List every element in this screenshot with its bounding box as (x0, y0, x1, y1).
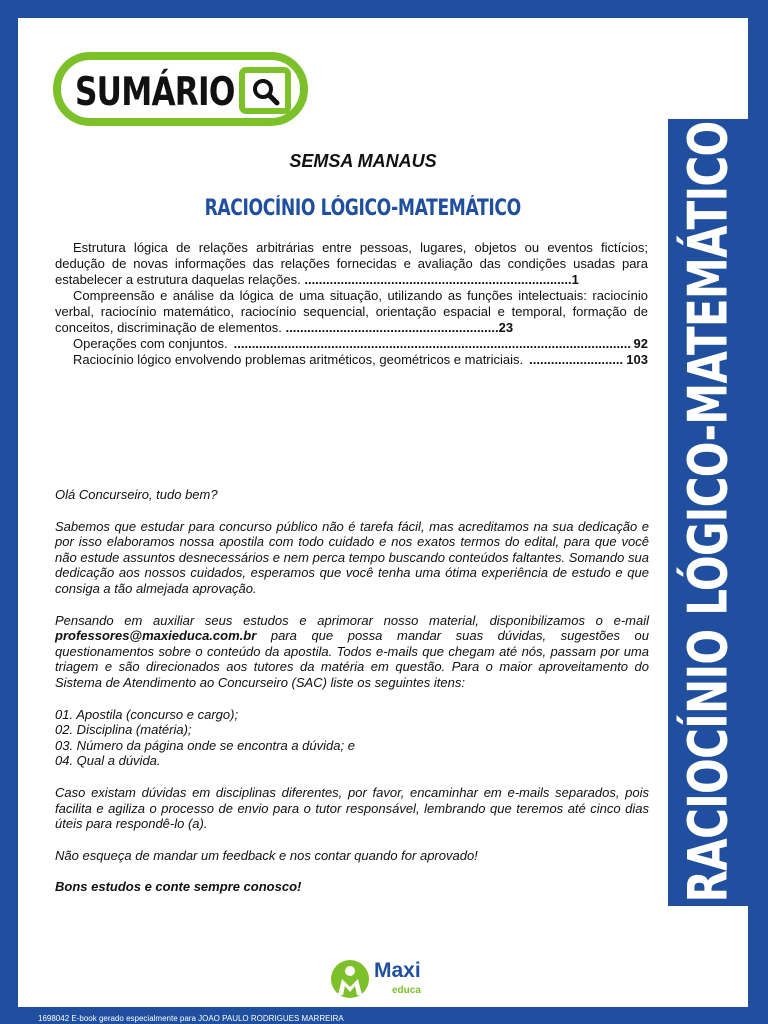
toc-entry-1-dots: .......................................................................... (304, 272, 572, 287)
toc-entry-3-page: 92 (633, 336, 648, 351)
table-of-contents (55, 240, 648, 368)
logo-search-box (239, 67, 291, 114)
letter-paragraph-2 (55, 613, 649, 691)
sidebar-title-text: RACIOCÍNIO LÓGICO-MATEMÁTICO (676, 121, 740, 903)
toc-entry-1[interactable] (55, 240, 648, 288)
doc-title: SEMSA MANAUS (289, 151, 437, 171)
letter-paragraph-1: Sabemos que estudar para concurso público não é tarefa fácil, mas acreditamos na sua dedicação e por isso elaboramos nossa apostila com todo cuidado e nos exatos termos do edital, para que você não estude assuntos desnecessários e nem perca tempo buscando conteúdos faltantes. Somando sua dedicação aos nossos cuidados, esperamos que você tenha uma ótima experiência de estudo e que consiga a tão almejada aprovação. (55, 518, 649, 596)
subject-title (18, 196, 708, 221)
sidebar-title (677, 18, 740, 1007)
toc-entry-4-text: Raciocínio lógico envolvendo problemas aritméticos, geométricos e matriciais. (73, 352, 524, 367)
list-item: 02. Disciplina (matéria); (55, 722, 192, 738)
toc-entry-1-text: Estrutura lógica de relações arbitrárias entre pessoas, lugares, objetos ou eventos fictícios; dedução de novas informações das relações fornecidas e avaliação das condições usadas para estabelecer a estrutura daquelas relações. (55, 240, 648, 287)
toc-entry-2-dots: ........................................................... (285, 320, 499, 335)
letter-paragraph-4: Não esqueça de mandar um feedback e nos contar quando for aprovado! (55, 847, 478, 863)
support-email-link[interactable]: professores@maxieduca.com.br (55, 628, 257, 644)
letter-item-list (55, 707, 649, 769)
toc-entry-3-text: Operações com conjuntos. (73, 336, 228, 351)
toc-entry-4-dots (529, 352, 624, 368)
toc-entry-2-text: Compreensão e análise da lógica de uma situação, utilizando as funções intelectuais: raciocínio verbal, raciocínio matemático, raciocínio sequencial, orientação espacial e temporal, formação de conceitos, discriminação de elementos. (55, 288, 648, 335)
toc-entry-3-dots (234, 336, 632, 352)
list-item: 01. Apostila (concurso e cargo); (55, 706, 239, 722)
toc-entry-4[interactable] (55, 352, 648, 368)
letter (55, 487, 649, 911)
page (18, 18, 748, 1007)
logo-text: SUMÁRIO (75, 70, 235, 115)
maxi-educa-logo (330, 959, 440, 1003)
toc-entry-2-page: 23 (498, 320, 514, 335)
letter-p2-before: Pensando em auxiliar seus estudos e aprimorar nosso material, disponibilizamos o e-mail (55, 612, 649, 628)
letter-paragraph-3: Caso existam dúvidas em disciplinas diferentes, por favor, encaminhar em e-mails separados, pois facilita e agiliza o processo de envio para o tutor responsável, lembrando que teremos até cinco dias úteis para respondê-lo (a). (55, 784, 649, 832)
footer-watermark: 1698042 E-book gerado especialmente para JOAO PAULO RODRIGUES MARREIRA (38, 1014, 344, 1023)
search-icon (249, 75, 283, 109)
maxi-person-icon (330, 959, 374, 1003)
toc-entry-2[interactable] (55, 288, 648, 336)
sumario-logo (53, 52, 308, 126)
list-item: 03. Número da página onde se encontra a dúvida; e (55, 737, 355, 753)
list-item: 04. Qual a dúvida. (55, 753, 161, 769)
letter-p2-after: para que possa mandar suas dúvidas, sugestões ou questionamentos sobre o conteúdo da apostila. Todos e-mails que chegam até nós, passam por uma triagem e são direcionados aos tutores da matéria em questão. Para o maior aproveitamento do Sistema de Atendimento ao Concurseiro (SAC) liste os seguintes itens: (55, 628, 649, 690)
letter-greeting: Olá Concurseiro, tudo bem? (55, 487, 218, 502)
brand-subtitle: educa (392, 985, 421, 996)
subject-title-text: RACIOCÍNIO LÓGICO-MATEMÁTICO (204, 196, 522, 221)
letter-closing: Bons estudos e conte sempre conosco! (55, 879, 302, 895)
brand-name: Maxi (374, 959, 421, 982)
toc-entry-1-page: 1 (571, 272, 579, 287)
toc-entry-3[interactable] (55, 336, 648, 352)
toc-entry-4-page: 103 (626, 352, 648, 367)
